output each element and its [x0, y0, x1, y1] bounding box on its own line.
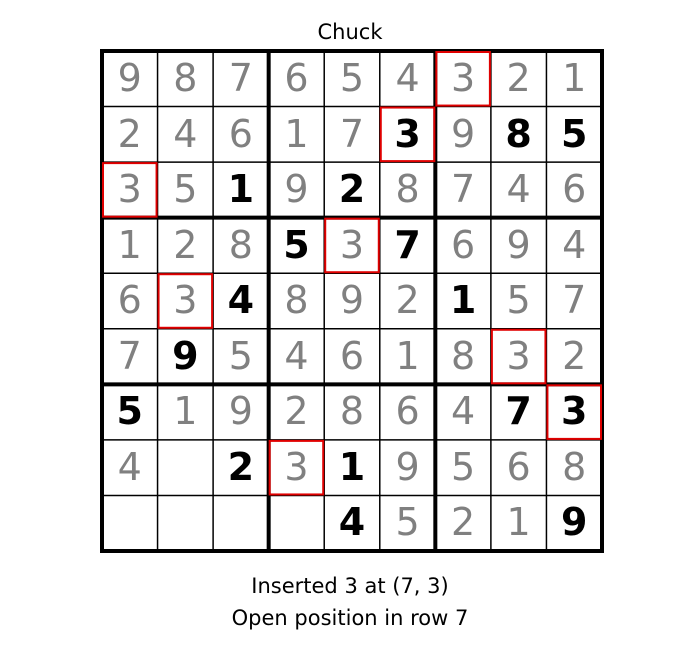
cell-r8-c0[interactable]	[102, 495, 158, 551]
cell-r4-c8[interactable]: 7	[562, 278, 587, 323]
cell-r1-c4[interactable]: 7	[339, 111, 365, 156]
cell-r2-c3[interactable]: 9	[284, 167, 309, 212]
cell-r2-c1[interactable]: 5	[173, 167, 198, 212]
cell-r6-c1[interactable]: 1	[173, 389, 198, 434]
cell-r6-c4[interactable]: 8	[339, 389, 365, 434]
cell-r4-c7[interactable]: 5	[506, 278, 531, 323]
cell-r2-c6[interactable]: 7	[451, 167, 476, 212]
cell-r5-c2[interactable]: 5	[228, 333, 253, 378]
cell-r6-c3[interactable]: 2	[284, 389, 309, 434]
cell-r2-c7[interactable]: 4	[506, 167, 531, 212]
cell-r0-c8[interactable]: 1	[562, 56, 587, 100]
cell-r7-c2[interactable]: 2	[227, 444, 255, 489]
cell-r5-c7[interactable]: 3	[506, 333, 531, 378]
cell-r3-c1[interactable]: 2	[173, 222, 198, 267]
cell-r0-c3[interactable]: 6	[284, 56, 309, 100]
cell-r0-c4[interactable]: 5	[339, 56, 365, 100]
cell-r7-c1[interactable]	[158, 440, 214, 496]
cell-r7-c3[interactable]: 3	[284, 444, 309, 489]
cell-r5-c4[interactable]: 6	[339, 333, 365, 378]
cell-r2-c8[interactable]: 6	[562, 167, 587, 212]
cell-r4-c5[interactable]: 2	[395, 278, 420, 323]
cell-r8-c5[interactable]: 5	[395, 500, 420, 545]
cell-r7-c8[interactable]: 8	[562, 444, 587, 489]
cell-r0-c5[interactable]: 4	[395, 56, 420, 100]
cell-r3-c8[interactable]: 4	[562, 222, 587, 267]
cell-r4-c4[interactable]: 9	[339, 278, 365, 323]
cell-r3-c4[interactable]: 3	[339, 222, 365, 267]
cell-r6-c2[interactable]: 9	[228, 389, 253, 434]
cell-r8-c6[interactable]: 2	[451, 500, 476, 545]
cell-r2-c5[interactable]: 8	[395, 167, 420, 212]
cell-r8-c8[interactable]: 9	[560, 500, 588, 545]
cell-r1-c7[interactable]: 8	[505, 111, 532, 156]
cell-r4-c1[interactable]: 3	[173, 278, 198, 323]
cell-r7-c0[interactable]: 4	[117, 444, 142, 489]
cell-r3-c5[interactable]: 7	[394, 222, 421, 267]
cell-r6-c6[interactable]: 4	[451, 389, 476, 434]
cell-r2-c0[interactable]: 3	[117, 167, 142, 212]
cell-r4-c3[interactable]: 8	[284, 278, 309, 323]
cell-r0-c0[interactable]: 9	[117, 56, 142, 100]
cell-r7-c6[interactable]: 5	[451, 444, 476, 489]
status-open-position: Open position in row 7	[231, 606, 469, 630]
cell-r1-c2[interactable]: 6	[228, 111, 253, 156]
sudoku-board[interactable]	[102, 51, 602, 551]
cell-r6-c5[interactable]: 6	[395, 389, 420, 434]
cell-r5-c5[interactable]: 1	[395, 333, 420, 378]
cell-r1-c0[interactable]: 2	[117, 111, 142, 156]
cell-r6-c0[interactable]: 5	[116, 389, 143, 434]
cell-r0-c7[interactable]: 2	[506, 56, 531, 100]
cell-r4-c0[interactable]: 6	[117, 278, 142, 323]
cell-r8-c3[interactable]	[269, 495, 325, 551]
cell-r0-c1[interactable]: 8	[173, 56, 198, 100]
cell-r4-c2[interactable]: 4	[227, 278, 255, 323]
cell-r3-c7[interactable]: 9	[506, 222, 531, 267]
cell-r1-c8[interactable]: 5	[560, 111, 588, 156]
cell-r3-c2[interactable]: 8	[228, 222, 253, 267]
cell-r2-c2[interactable]: 1	[227, 167, 255, 212]
cell-r8-c4[interactable]: 4	[338, 500, 366, 545]
cell-r7-c7[interactable]: 6	[506, 444, 531, 489]
cell-r3-c6[interactable]: 6	[451, 222, 476, 267]
cell-r1-c6[interactable]: 9	[451, 111, 476, 156]
cell-r2-c4[interactable]: 2	[338, 167, 366, 212]
status-inserted: Inserted 3 at (7, 3)	[251, 574, 449, 598]
cell-r8-c7[interactable]: 1	[506, 500, 531, 545]
cell-r1-c3[interactable]: 1	[284, 111, 309, 156]
cell-r5-c0[interactable]: 7	[117, 333, 142, 378]
cell-r5-c6[interactable]: 8	[451, 333, 476, 378]
puzzle-title: Chuck	[317, 20, 383, 44]
cell-r4-c6[interactable]: 1	[449, 278, 477, 323]
cell-r3-c0[interactable]: 1	[117, 222, 142, 267]
cell-r8-c2[interactable]	[213, 495, 269, 551]
cell-r5-c8[interactable]: 2	[562, 333, 587, 378]
cell-r3-c3[interactable]: 5	[283, 222, 310, 267]
cell-r6-c7[interactable]: 7	[505, 389, 532, 434]
cell-r5-c1[interactable]: 9	[172, 333, 199, 378]
cell-r0-c6[interactable]: 3	[451, 56, 476, 100]
cell-r8-c1[interactable]	[158, 495, 214, 551]
cell-r5-c3[interactable]: 4	[284, 333, 309, 378]
cell-r6-c8[interactable]: 3	[560, 389, 588, 434]
cell-r7-c5[interactable]: 9	[395, 444, 420, 489]
cell-r7-c4[interactable]: 1	[338, 444, 366, 489]
cell-r1-c5[interactable]: 3	[394, 111, 421, 156]
cell-r1-c1[interactable]: 4	[173, 111, 198, 156]
cell-r0-c2[interactable]: 7	[228, 56, 253, 100]
